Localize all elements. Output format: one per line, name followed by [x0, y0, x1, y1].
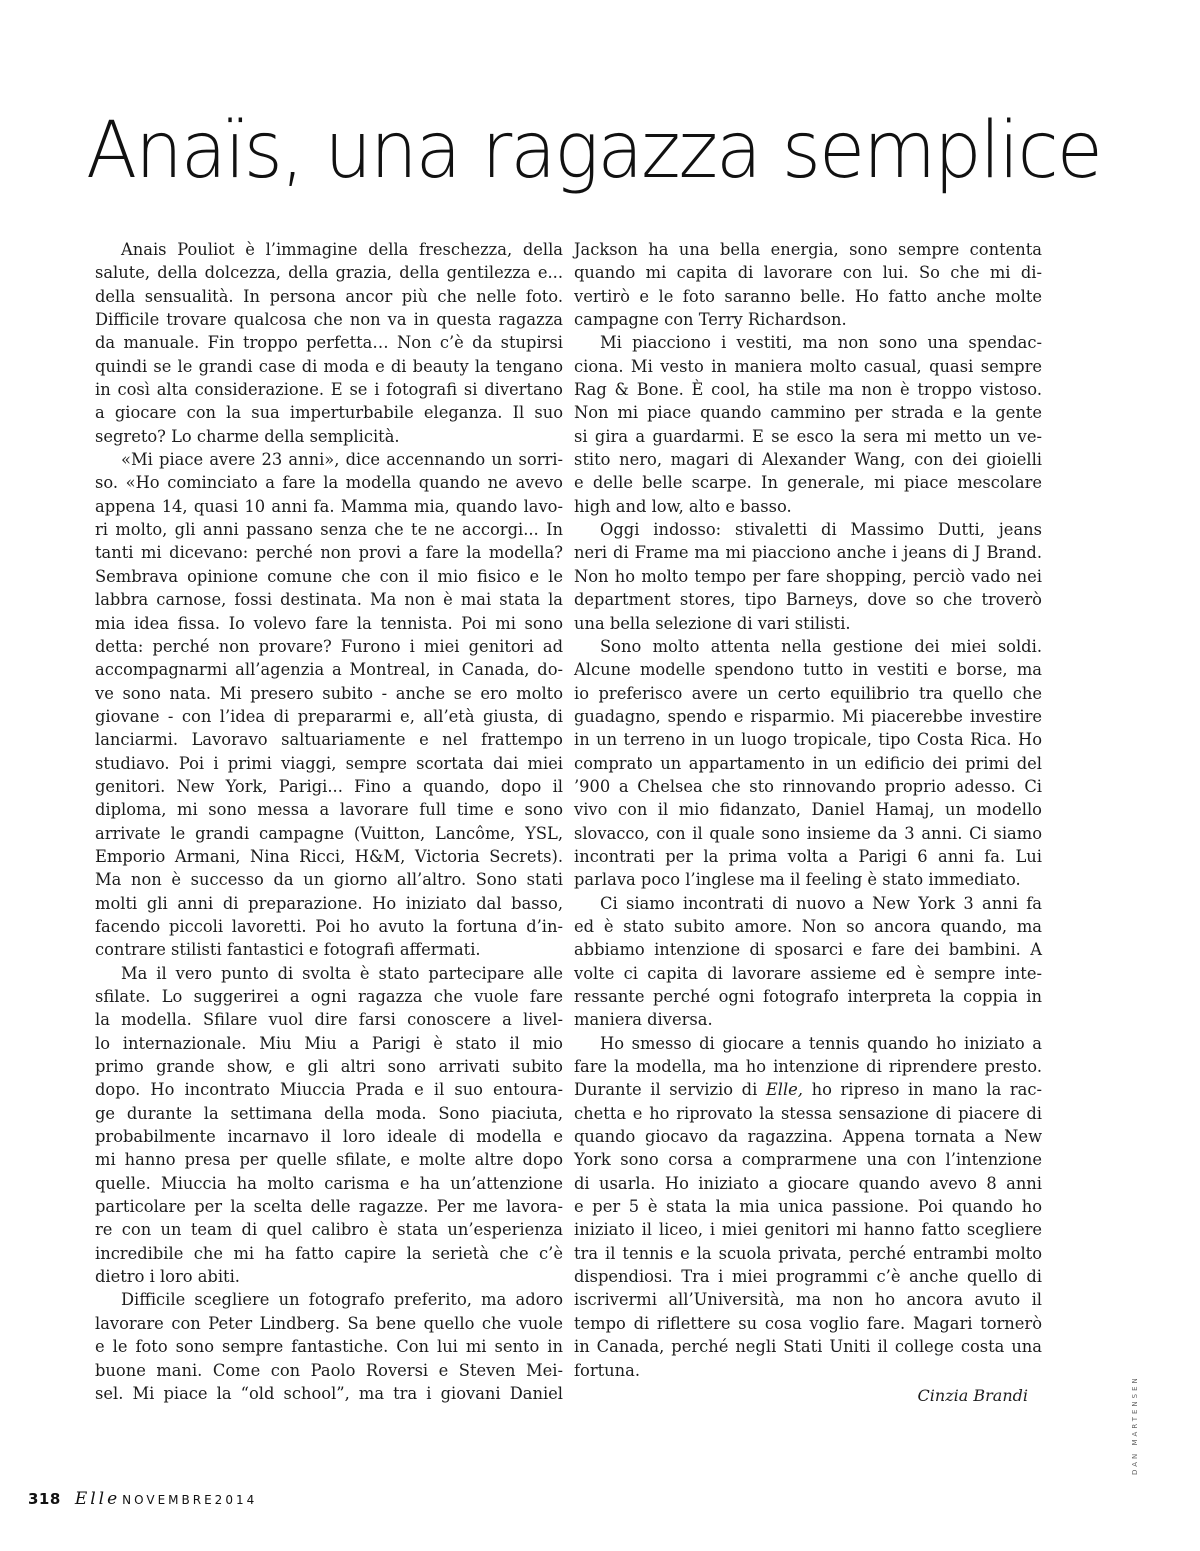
text-line: una bella selezione di vari stilisti. [574, 613, 851, 633]
text-line: York sono corsa a comprarmene una con l’intenzione [574, 1150, 1042, 1170]
text-line: dispendiosi. Tra i miei programmi c’è anche quello di [574, 1267, 1042, 1287]
text-line: la modella. Sfilare vuol dire farsi conoscere a livel- [95, 1010, 563, 1030]
text-line: re con un team di quel calibro è stata un’esperienza [95, 1220, 563, 1240]
text-line: accompagnarmi all’agenzia a Montreal, in Canada, do- [95, 660, 563, 680]
text-line: quelle. Miuccia ha molto carisma e ha un’attenzione [95, 1173, 563, 1193]
text-line: vertirò e le foto saranno belle. Ho fatto anche molte [574, 286, 1042, 306]
text-line: iscrivermi all’Università, ma non ho ancora avuto il [574, 1290, 1042, 1310]
text-line: studiavo. Poi i primi viaggi, sempre scortata dai miei [95, 753, 563, 773]
text-fragment: ho ripreso in mano la rac- [803, 1080, 1042, 1100]
text-line: quando giocavo da ragazzina. Appena tornata a New [574, 1127, 1042, 1147]
text-line: quando mi capita di lavorare con lui. So che mi di- [574, 263, 1042, 283]
text-line: Non mi piace quando cammino per strada e la gente [574, 403, 1042, 423]
text-line: Rag & Bone. È cool, ha stile ma non è troppo vistoso. [574, 380, 1042, 400]
text-line: labbra carnose, fossi destinata. Ma non è mai stata la [95, 590, 563, 610]
text-line: Sono molto attenta nella gestione dei miei soldi. [600, 636, 1042, 656]
text-line: ressante perché ogni fotografo interpreta la coppia in [574, 987, 1042, 1006]
text-line: genitori. New York, Parigi... Fino a quando, dopo il [95, 776, 563, 796]
text-line: slovacco, con il quale sono insieme da 3 anni. Ci siamo [574, 823, 1042, 843]
text-line: quindi se le grandi case di moda e di beauty la tengano [95, 356, 563, 376]
text-line: dietro i loro abiti. [95, 1267, 240, 1287]
text-line: tra il tennis e la scuola privata, perché entrambi molto [574, 1243, 1042, 1263]
text-line: da manuale. Fin troppo perfetta… Non c’è da stupirsi [95, 333, 563, 353]
text-line: della sensualità. In persona ancor più che nelle foto. [95, 286, 563, 306]
text-line: «Mi piace avere 23 anni», dice accennando un sorri- [121, 450, 563, 470]
magazine-name-italic: Elle, [765, 1080, 803, 1100]
text-line: Difficile scegliere un fotografo preferito, ma adoro [121, 1290, 563, 1310]
photo-credit: DAN MARTENSEN [1131, 1375, 1139, 1475]
text-line: in Canada, perché negli Stati Uniti il college costa una [574, 1337, 1042, 1357]
text-line: Anais Pouliot è l’immagine della freschezza, della [121, 240, 563, 259]
text-line: Difficile trovare qualcosa che non va in questa ragazza [95, 310, 563, 330]
magazine-logo: Elle [74, 1489, 121, 1509]
page-number: 318 [28, 1490, 61, 1508]
text-line: ri molto, gli anni passano senza che te ne accorgi... In [95, 520, 563, 540]
text-line: detta: perché non provare? Furono i miei genitori ad [95, 636, 563, 656]
text-line: ciona. Mi vesto in maniera molto casual, quasi sempre [574, 356, 1042, 376]
text-line: dopo. Ho incontrato Miuccia Prada e il suo entoura- [95, 1080, 563, 1100]
text-line: tempo di riflettere su cosa voglio fare. Magari tornerò [574, 1313, 1042, 1333]
text-line: sfilate. Lo suggerirei a ogni ragazza che vuole fare [95, 987, 563, 1006]
text-line: contrare stilisti fantastici e fotografi affermati. [95, 940, 481, 960]
article-column-right [574, 238, 1042, 1382]
text-line: maniera diversa. [574, 1010, 713, 1030]
text-line: ed è stato subito amore. Non so ancora quando, ma [574, 916, 1042, 936]
text-line: arrivate le grandi campagne (Vuitton, Lancôme, YSL, [95, 823, 563, 843]
text-line: appena 14, quasi 10 anni fa. Mamma mia, quando lavo- [95, 496, 563, 516]
text-line: e per 5 è stata la mia unica passione. Poi quando ho [574, 1197, 1042, 1217]
text-line: Oggi indosso: stivaletti di Massimo Dutti, jeans [600, 520, 1042, 540]
text-line: ge durante la settimana della moda. Sono piaciuta, [95, 1103, 563, 1123]
text-line: si gira a guardarmi. E se esco la sera mi metto un ve- [574, 426, 1042, 446]
text-line: campagne con Terry Richardson. [574, 310, 847, 330]
text-line: parlava poco l’inglese ma il feeling è stato immediato. [574, 870, 1021, 890]
text-line: incredibile che mi ha fatto capire la serietà che c’è [95, 1243, 563, 1263]
text-line: probabilmente incarnavo il loro ideale di modella e [95, 1127, 563, 1147]
text-line: particolare per la scelta delle ragazze. Per me lavora- [95, 1197, 563, 1217]
text-line: chetta e ho riprovato la stessa sensazione di piacere di [574, 1103, 1042, 1123]
text-line: Ma non è successo da un giorno all’altro. Sono stati [95, 870, 563, 890]
article-column-left [95, 238, 563, 1405]
text-line: tanti mi dicevano: perché non provi a fare la modella? [95, 543, 563, 563]
author-signature: Cinzia Brandi [917, 1386, 1028, 1405]
text-line: ’900 a Chelsea che sto rinnovando proprio adesso. Ci [574, 776, 1042, 796]
text-line: in così alta considerazione. E se i fotografi si divertano [95, 380, 563, 400]
text-line: Ma il vero punto di svolta è stato partecipare alle [121, 963, 563, 983]
text-line: primo grande show, e gli altri sono arrivati subito [95, 1057, 563, 1077]
issue-date: NOVEMBRE2014 [122, 1493, 258, 1507]
text-line: Ci siamo incontrati di nuovo a New York 3 anni fa [600, 893, 1042, 913]
text-line: lanciarmi. Lavoravo saltuariamente e nel frattempo [95, 730, 563, 750]
text-line: so. «Ho cominciato a fare la modella quando ne avevo [95, 473, 563, 493]
text-line: comprato un appartamento in un edificio dei primi del [574, 753, 1042, 773]
text-line: salute, della dolcezza, della grazia, della gentilezza e... [95, 263, 563, 283]
text-line: iniziato il liceo, i miei genitori mi hanno fatto scegliere [574, 1220, 1042, 1240]
text-line: Mi piacciono i vestiti, ma non sono una spendac- [600, 333, 1042, 353]
text-fragment: Durante il servizio di [574, 1080, 766, 1100]
text-line: vivo con il mio fidanzato, Daniel Hamaj, un modello [574, 800, 1042, 820]
text-line: high and low, alto e basso. [574, 496, 792, 516]
text-line: guadagno, spendo e risparmio. Mi piacerebbe investire [574, 706, 1042, 726]
text-line: mi hanno presa per quelle sfilate, e molte altre dopo [95, 1150, 563, 1170]
text-line: segreto? Lo charme della semplicità. [95, 426, 400, 446]
text-line: e delle belle scarpe. In generale, mi piace mescolare [574, 473, 1042, 493]
text-line: mia idea fissa. Io volevo fare la tennista. Poi mi sono [95, 613, 563, 633]
text-line: in un terreno in un luogo tropicale, tipo Costa Rica. Ho [574, 730, 1042, 750]
text-line: ve sono nata. Mi presero subito - anche se ero molto [95, 683, 563, 703]
text-line: a giocare con la sua imperturbabile eleganza. Il suo [95, 403, 563, 423]
text-line: incontrati per la prima volta a Parigi 6 anni fa. Lui [574, 846, 1042, 866]
text-line: di usarla. Ho iniziato a giocare quando avevo 8 anni [574, 1173, 1042, 1193]
text-line: diploma, mi sono messa a lavorare full time e sono [95, 800, 563, 820]
text-line: io preferisco avere un certo equilibrio tra quello che [574, 683, 1042, 703]
text-line: department stores, tipo Barneys, dove so che troverò [574, 590, 1042, 610]
text-line: volte ci capita di lavorare assieme ed è sempre inte- [574, 963, 1042, 983]
text-line: fare la modella, ma ho intenzione di riprendere presto. [574, 1057, 1042, 1077]
text-line: Jackson ha una bella energia, sono sempre contenta [574, 240, 1042, 259]
text-line: e le foto sono sempre fantastiche. Con lui mi sento in [95, 1337, 563, 1357]
text-line: molti gli anni di preparazione. Ho iniziato dal basso, [95, 893, 563, 913]
text-line: stito nero, magari di Alexander Wang, con dei gioielli [574, 450, 1042, 470]
text-line: sel. Mi piace la “old school”, ma tra i giovani Daniel [95, 1383, 563, 1403]
text-line: abbiamo intenzione di sposarci e fare dei bambini. A [574, 940, 1042, 960]
text-line: Emporio Armani, Nina Ricci, H&M, Victoria Secrets). [95, 846, 563, 866]
text-line: Alcune modelle spendono tutto in vestiti e borse, ma [574, 660, 1042, 680]
text-line: Non ho molto tempo per fare shopping, perciò vado nei [574, 566, 1042, 586]
text-line: Ho smesso di giocare a tennis quando ho iniziato a [600, 1033, 1042, 1053]
text-line: lo internazionale. Miu Miu a Parigi è stato il mio [95, 1033, 563, 1053]
text-line: giovane - con l’idea di prepararmi e, all’età giusta, di [95, 706, 563, 726]
text-line: fortuna. [574, 1360, 641, 1380]
article-headline: Anaïs, una ragazza semplice [86, 106, 1101, 196]
text-line: Sembrava opinione comune che con il mio fisico e le [95, 566, 563, 586]
text-line: buone mani. Come con Paolo Roversi e Steven Mei- [95, 1360, 563, 1380]
text-line [574, 1078, 1042, 1101]
text-line: neri di Frame ma mi piacciono anche i jeans di J Brand. [574, 543, 1042, 563]
text-line: lavorare con Peter Lindberg. Sa bene quello che vuole [95, 1313, 563, 1333]
page-footer [28, 1489, 257, 1509]
text-line: facendo piccoli lavoretti. Poi ho avuto la fortuna d’in- [95, 916, 563, 936]
